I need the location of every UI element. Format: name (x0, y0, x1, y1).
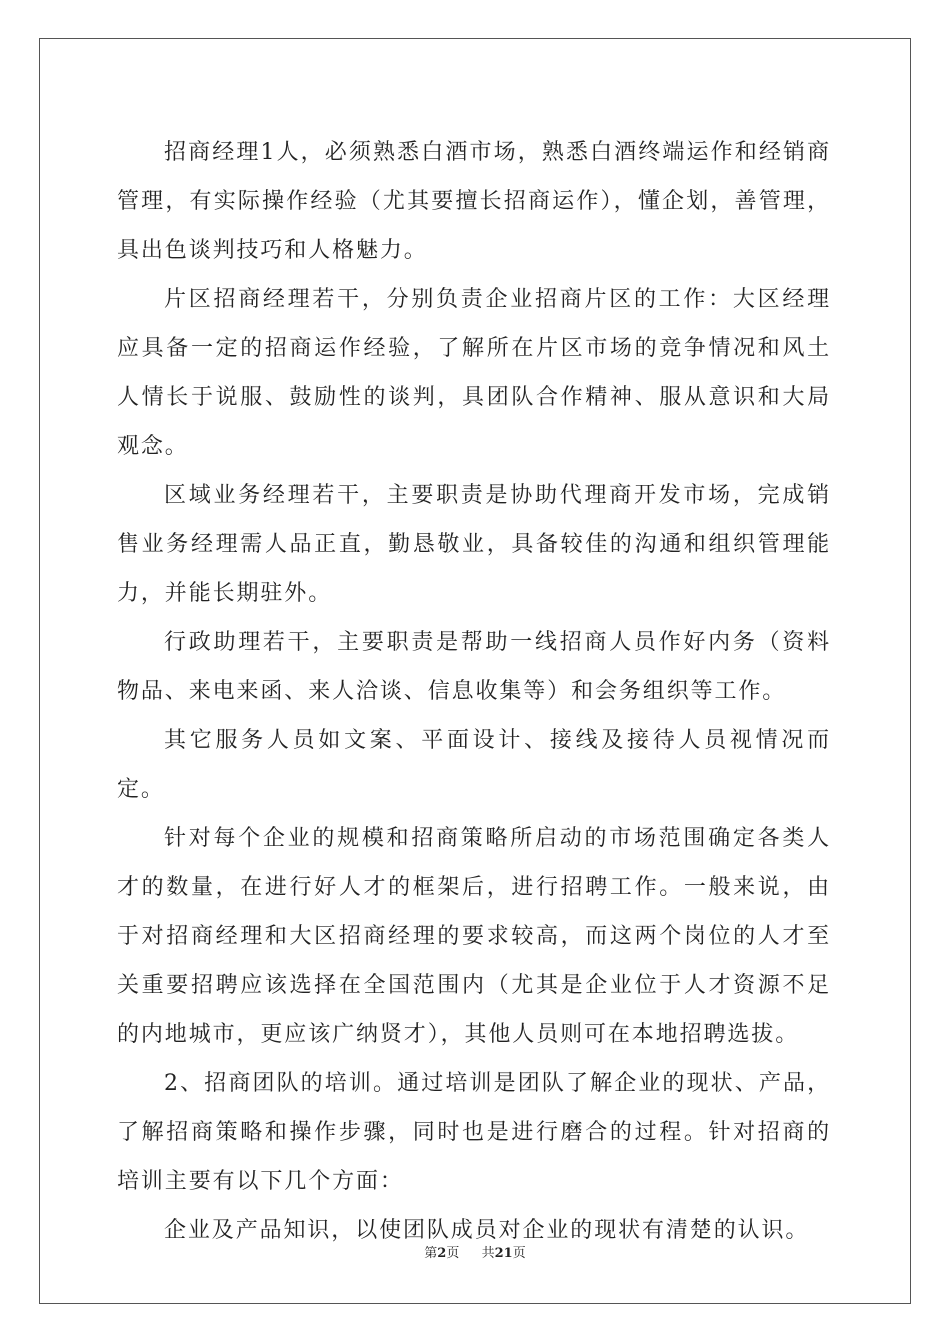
page-indicator (424, 1245, 459, 1263)
page-number: 2 (437, 1246, 447, 1261)
total-prefix: 共 (481, 1246, 495, 1261)
paragraph-3: 区域业务经理若干，主要职责是协助代理商开发市场，完成销售业务经理需人品正直，勤恳敬业，具备较佳的沟通和组织管理能力，并能长期驻外。 (117, 483, 831, 606)
paragraph-8: 企业及产品知识，以使团队成员对企业的现状有清楚的认识。 (164, 1218, 810, 1243)
total-suffix: 页 (512, 1246, 526, 1261)
paragraph-1: 招商经理1人，必须熟悉白酒市场，熟悉白酒终端运作和经销商管理，有实际操作经验（尤其要擅长招商运作），懂企划，善管理，具出色谈判技巧和人格魅力。 (117, 140, 831, 263)
total-pages-indicator (482, 1245, 526, 1263)
page-prefix: 第 (424, 1246, 438, 1261)
paragraph-4: 行政助理若干，主要职责是帮助一线招商人员作好内务（资料物品、来电来函、来人洽谈、信息收集等）和会务组织等工作。 (117, 630, 831, 704)
paragraph-2: 片区招商经理若干，分别负责企业招商片区的工作：大区经理应具备一定的招商运作经验，了解所在片区市场的竞争情况和风土人情长于说服、鼓励性的谈判，具团队合作精神、服从意识和大局观念。 (117, 287, 831, 459)
paragraph-7: 2、招商团队的培训。通过培训是团队了解企业的现状、产品，了解招商策略和操作步骤，同时也是进行磨合的过程。针对招商的培训主要有以下几个方面： (117, 1071, 831, 1194)
paragraph-6: 针对每个企业的规模和招商策略所启动的市场范围确定各类人才的数量，在进行好人才的框架后，进行招聘工作。一般来说，由于对招商经理和大区招商经理的要求较高，而这两个岗位的人才至关重要招聘应该选择在全国范围内（尤其是企业位于人才资源不足的内地城市，更应该广纳贤才），其他人员则可在本地招聘选拔。 (117, 826, 831, 1047)
paragraph-5: 其它服务人员如文案、平面设计、接线及接待人员视情况而定。 (117, 728, 831, 802)
document-body (117, 128, 831, 1255)
page-footer (0, 1245, 950, 1263)
page-suffix: 页 (446, 1246, 460, 1261)
total-pages: 21 (494, 1246, 513, 1261)
